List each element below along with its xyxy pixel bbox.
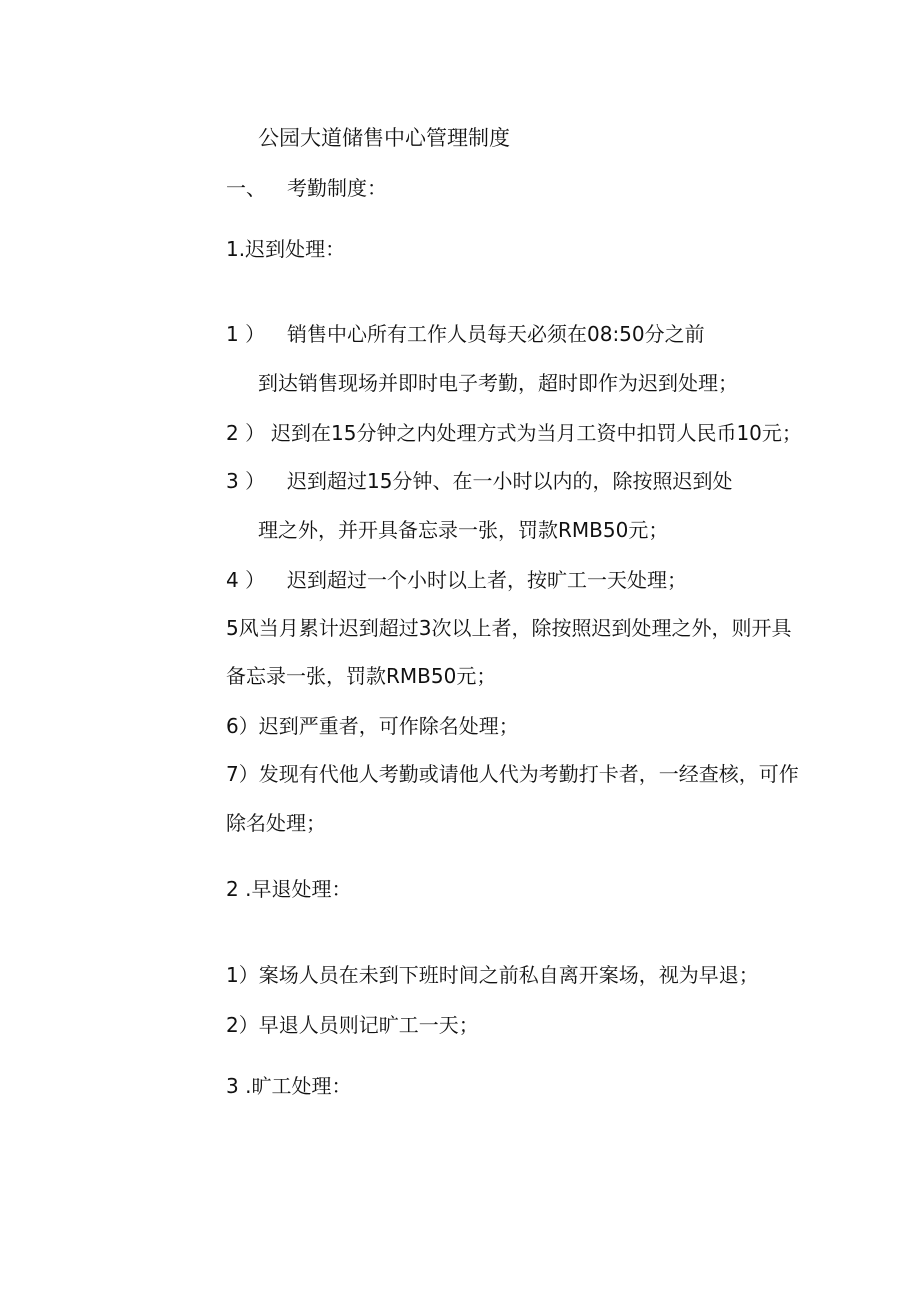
item-text: 6）迟到严重者，可作除名处理； <box>226 714 519 738</box>
item-text: 迟到在15分钟之内处理方式为当月工资中扣罚人民币10元； <box>271 421 802 445</box>
item-number: 1 ） <box>226 322 266 346</box>
subsection-heading-late: 1.迟到处理： <box>226 237 346 261</box>
item-text: 迟到超过15分钟、在一小时以内的，除按照迟到处 <box>287 469 733 493</box>
item-number: 3 ） <box>226 469 266 493</box>
section-heading: 考勤制度： <box>287 176 387 200</box>
item-text: 7）发现有代他人考勤或请他人代为考勤打卡者，一经查核，可作 <box>226 762 799 786</box>
document-title: 公园大道储售中心管理制度 <box>258 126 510 150</box>
section-number: 一、 <box>226 176 266 200</box>
item-text-continued: 除名处理； <box>226 811 326 835</box>
item-text: 5风当月累计迟到超过3次以上者，除按照迟到处理之外，则开具 <box>226 616 792 640</box>
item-text: 销售中心所有工作人员每天必须在08:50分之前 <box>287 322 705 346</box>
item-text-continued: 备忘录一张，罚款RMB50元； <box>226 664 497 688</box>
subsection-heading-absence: 3 .旷工处理： <box>226 1074 352 1098</box>
item-text-continued: 到达销售现场并即时电子考勤，超时即作为迟到处理； <box>258 371 738 395</box>
subsection-heading-early-leave: 2 .早退处理： <box>226 877 352 901</box>
item-text-continued: 理之外，并开具备忘录一张，罚款RMB50元； <box>258 518 669 542</box>
item-text: 1）案场人员在未到下班时间之前私自离开案场，视为早退； <box>226 963 759 987</box>
item-text: 迟到超过一个小时以上者，按旷工一天处理； <box>287 568 687 592</box>
item-number: 2 ） <box>226 421 266 445</box>
item-number: 4 ） <box>226 568 266 592</box>
item-text: 2）早退人员则记旷工一天； <box>226 1013 479 1037</box>
